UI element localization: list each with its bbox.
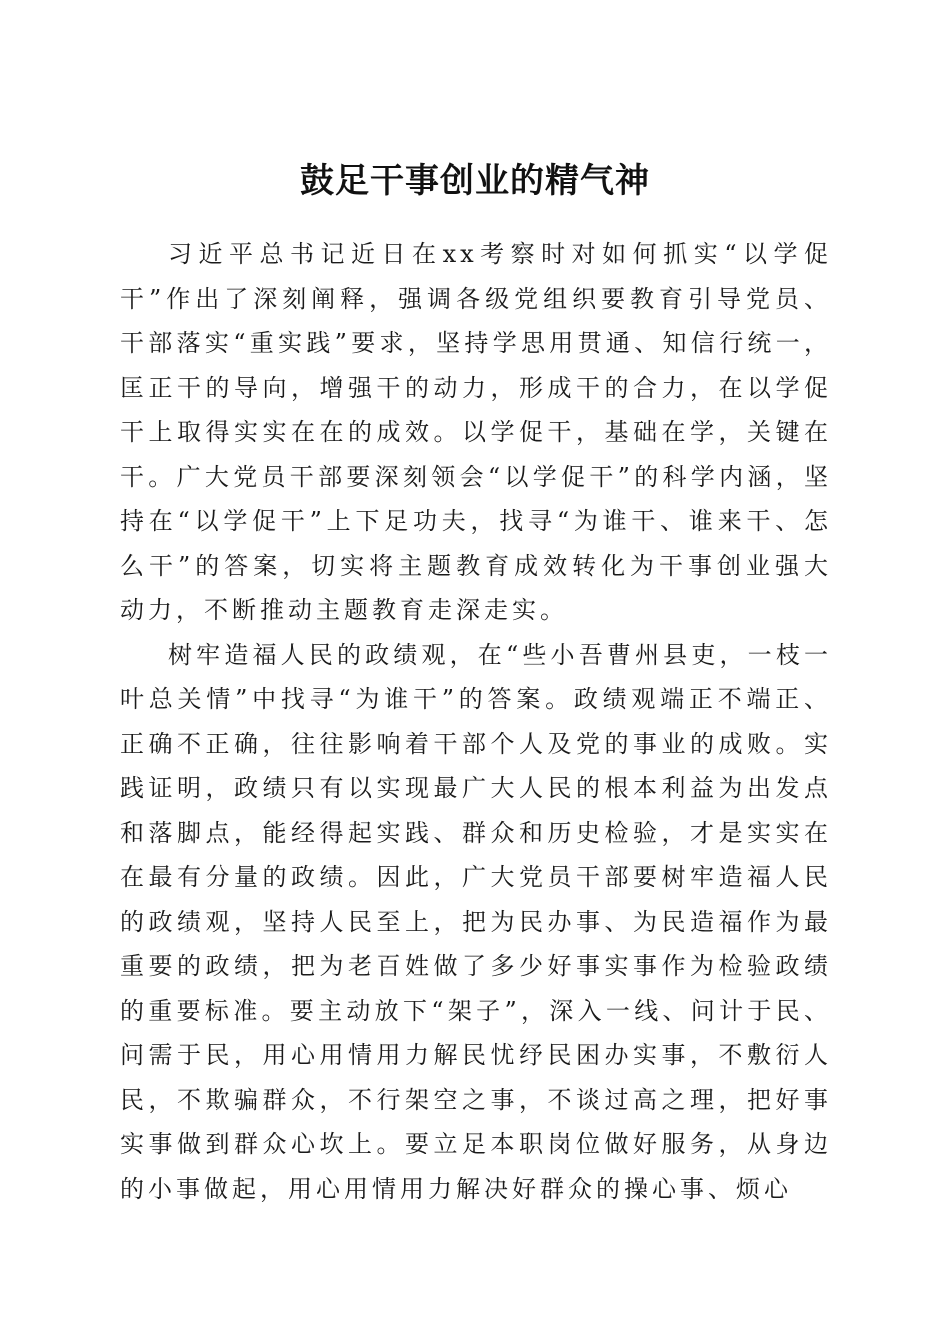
document-title: 鼓足干事创业的精气神 — [300, 160, 650, 201]
paragraph-1: 习近平总书记近日在xx考察时对如何抓实“以学促干”作出了深刻阐释，强调各级党组织要教育引导党员、干部落实“重实践”要求，坚持学思用贯通、知信行统一，匡正干的导向，增强干的动力，形成干的合力，在以学促干上取得实实在在的成效。以学促干，基础在学，关键在干。广大党员干部要深刻领会“以学促干”的科学内涵，坚持在“以学促干”上下足功夫，找寻“为谁干、谁来干、怎么干”的答案，切实将主题教育成效转化为干事创业强大动力，不断推动主题教育走深走实。 — [120, 240, 832, 624]
paragraph-2: 树牢造福人民的政绩观，在“些小吾曹州县吏，一枝一叶总关情”中找寻“为谁干”的答案。政绩观端正不端正、正确不正确，往往影响着干部个人及党的事业的成败。实践证明，政绩只有以实现最广大人民的根本利益为出发点和落脚点，能经得起实践、群众和历史检验，才是实实在在最有分量的政绩。因此，广大党员干部要树牢造福人民的政绩观，坚持人民至上，把为民办事、为民造福作为最重要的政绩，把为老百姓做了多少好事实事作为检验政绩的重要标准。要主动放下“架子”，深入一线、问计于民、问需于民，用心用情用力解民忧纾民困办实事，不敷衍人民，不欺骗群众，不行架空之事，不谈过高之理，把好事实事做到群众心坎上。要立足本职岗位做好服务，从身边的小事做起，用心用情用力解决好群众的操心事、烦心 — [120, 640, 832, 1203]
document-body — [120, 232, 832, 1211]
